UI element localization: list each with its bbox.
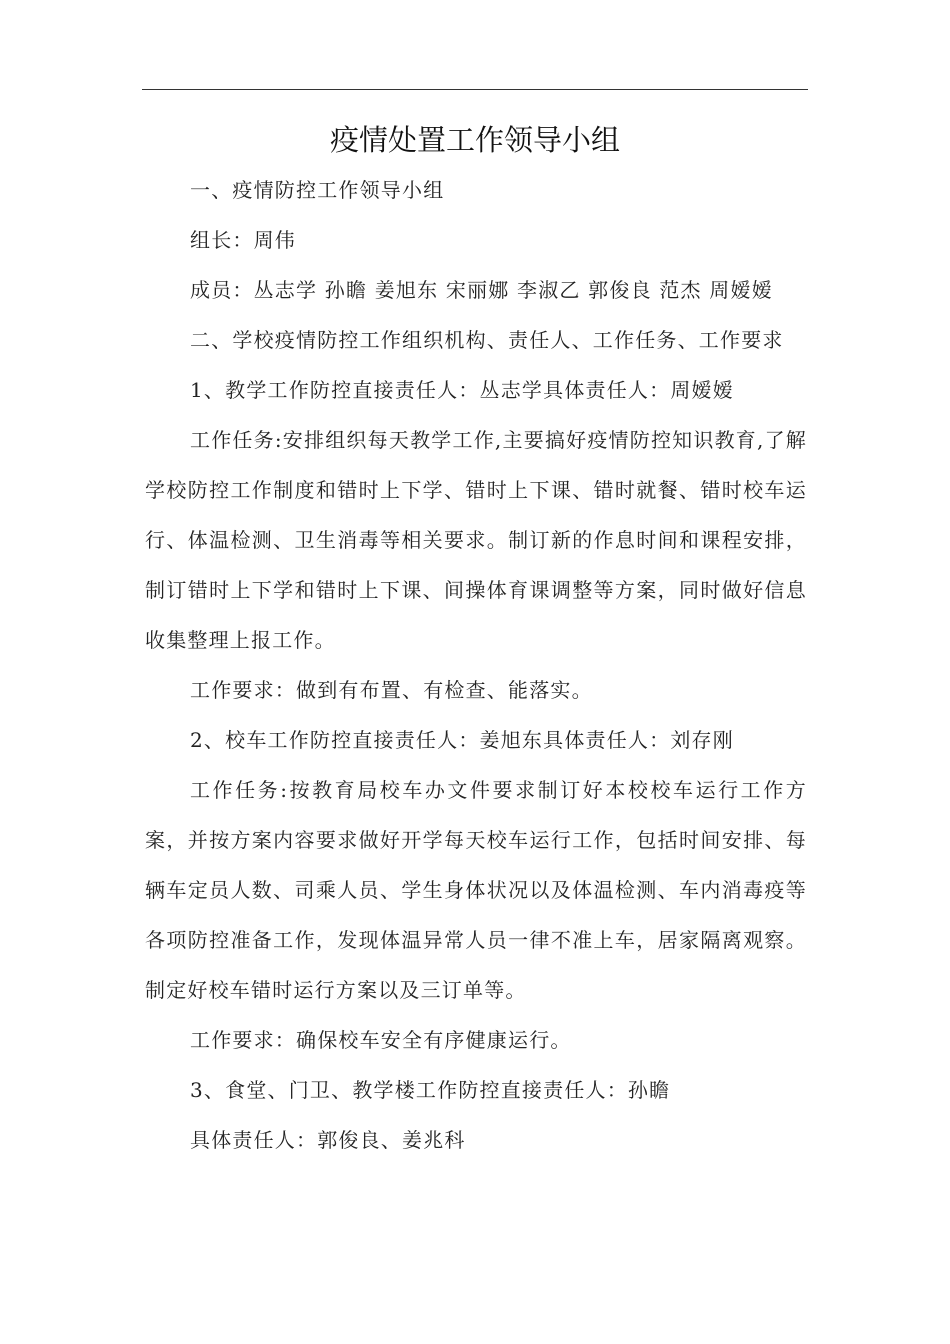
teaching-tasks-paragraph: 工作任务:安排组织每天教学工作,主要搞好疫情防控知识教育,了解学校防控工作制度和错时上下学、错时上下课、错时就餐、错时校车运行、体温检测、卫生消毒等相关要求。制订新的作息时间和课程安排，制订错时上下学和错时上下课、间操体育课调整等方案，同时做好信息收集整理上报工作。 [145,428,807,652]
canteen-specific-responsible-line: 具体责任人：郭俊良、姜兆科 [190,1128,466,1152]
canteen-responsible-line: 3、食堂、门卫、教学楼工作防控直接责任人：孙瞻 [190,1078,671,1102]
header-rule [142,89,808,90]
group-leader-line: 组长：周伟 [190,228,296,252]
teaching-requirements-line: 工作要求：做到有布置、有检查、能落实。 [190,678,593,702]
bus-tasks-paragraph: 工作任务:按教育局校车办文件要求制订好本校校车运行工作方案，并按方案内容要求做好开学每天校车运行工作，包括时间安排、每辆车定员人数、司乘人员、学生身体状况以及体温检测、车内消毒疫等各项防控准备工作，发现体温异常人员一律不准上车，居家隔离观察。制定好校车错时运行方案以及三订单等。 [145,778,807,1002]
group-members-line: 成员：丛志学 孙瞻 姜旭东 宋丽娜 李淑乙 郭俊良 范杰 周嫒嫒 [190,278,773,302]
section-heading-organization: 二、学校疫情防控工作组织机构、责任人、工作任务、工作要求 [190,328,784,352]
teaching-responsible-line: 1、教学工作防控直接责任人：丛志学具体责任人：周嫒嫒 [190,378,734,402]
bus-responsible-line: 2、校车工作防控直接责任人：姜旭东具体责任人：刘存刚 [190,728,734,752]
document-title: 疫情处置工作领导小组 [329,123,620,157]
bus-requirements-line: 工作要求：确保校车安全有序健康运行。 [190,1028,572,1052]
document-body [145,165,807,1165]
section-heading-leadership-group: 一、疫情防控工作领导小组 [190,178,445,202]
